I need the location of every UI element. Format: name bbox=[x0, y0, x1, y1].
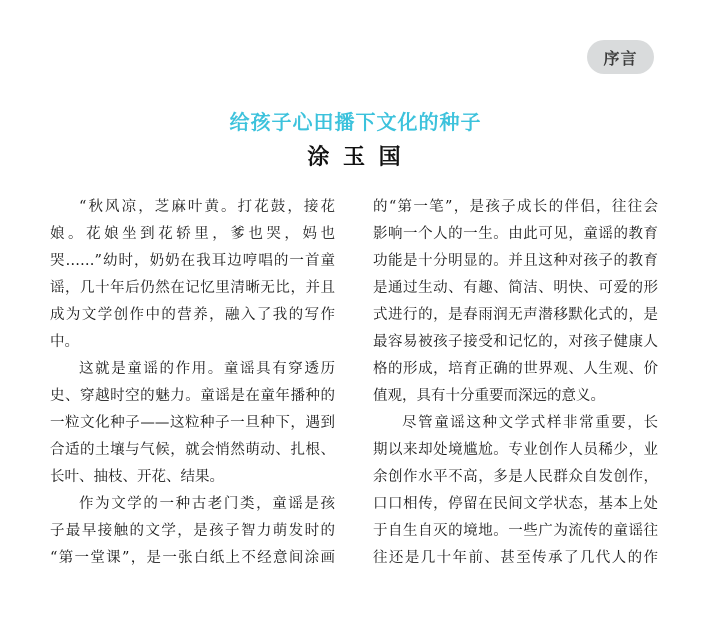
text-line: 往还是几十年前、甚至传承了几代人的作 bbox=[373, 550, 658, 566]
text-line: 余创作水平不高，多是人民群众自发创作， bbox=[373, 469, 658, 485]
text-line: 是通过生动、有趣、简洁、明快、可爱的形 bbox=[373, 280, 658, 296]
text-line: 式进行的，是春雨润无声潜移默化式的，是 bbox=[373, 307, 658, 323]
text-line: 中。 bbox=[50, 334, 79, 350]
text-line: 子最早接触的文学，是孩子智力萌发时的 bbox=[50, 523, 335, 539]
text-line: 格的形成，培育正确的世界观、人生观、价 bbox=[373, 361, 658, 377]
text-line: 一粒文化种子——这粒种子一旦种下，遇到 bbox=[50, 415, 335, 431]
article-author: 涂 玉 国 bbox=[307, 144, 404, 170]
section-badge bbox=[587, 40, 654, 74]
text-line: 谣，几十年后仍然在记忆里清晰无比，并且 bbox=[50, 280, 335, 296]
text-line: 影响一个人的一生。由此可见，童谣的教育 bbox=[373, 226, 658, 242]
text-line: 作为文学的一种古老门类，童谣是孩 bbox=[79, 496, 335, 512]
text-line: 合适的土壤与气候，就会悄然萌动、扎根、 bbox=[50, 442, 335, 458]
text-line: 这就是童谣的作用。童谣具有穿透历 bbox=[79, 361, 335, 377]
text-line: 功能是十分明显的。并且这种对孩子的教育 bbox=[373, 253, 658, 269]
text-line: 娘。花娘坐到花轿里，爹也哭，妈也 bbox=[50, 226, 335, 242]
text-line: 长叶、抽枝、开花、结果。 bbox=[50, 469, 224, 485]
text-line: 口口相传，停留在民间文学状态，基本上处 bbox=[373, 496, 658, 512]
text-line: 于自生自灭的境地。一些广为流传的童谣往 bbox=[373, 523, 658, 539]
text-line: 成为文学创作中的营养，融入了我的写作 bbox=[50, 307, 335, 323]
text-line: 史、穿越时空的魅力。童谣是在童年播种的 bbox=[50, 388, 335, 404]
text-line: 哭……”幼时，奶奶在我耳边哼唱的一首童 bbox=[50, 253, 335, 269]
article-title: 给孩子心田播下文化的种子 bbox=[229, 110, 482, 134]
right-text-column bbox=[373, 194, 658, 572]
text-line: 期以来却处境尴尬。专业创作人员稀少，业 bbox=[373, 442, 658, 458]
text-line: 的“第一笔”，是孩子成长的伴侣，往往会 bbox=[373, 199, 658, 215]
section-badge-label: 序言 bbox=[603, 48, 638, 68]
left-text-column bbox=[50, 194, 335, 572]
text-line: “秋风凉，芝麻叶黄。打花鼓，接花 bbox=[79, 199, 335, 215]
text-line: “第一堂课”，是一张白纸上不经意间涂画 bbox=[50, 550, 335, 566]
text-line: 值观，具有十分重要而深远的意义。 bbox=[373, 388, 605, 404]
text-line: 尽管童谣这种文学式样非常重要，长 bbox=[402, 415, 658, 431]
text-line: 最容易被孩子接受和记忆的，对孩子健康人 bbox=[373, 334, 658, 350]
